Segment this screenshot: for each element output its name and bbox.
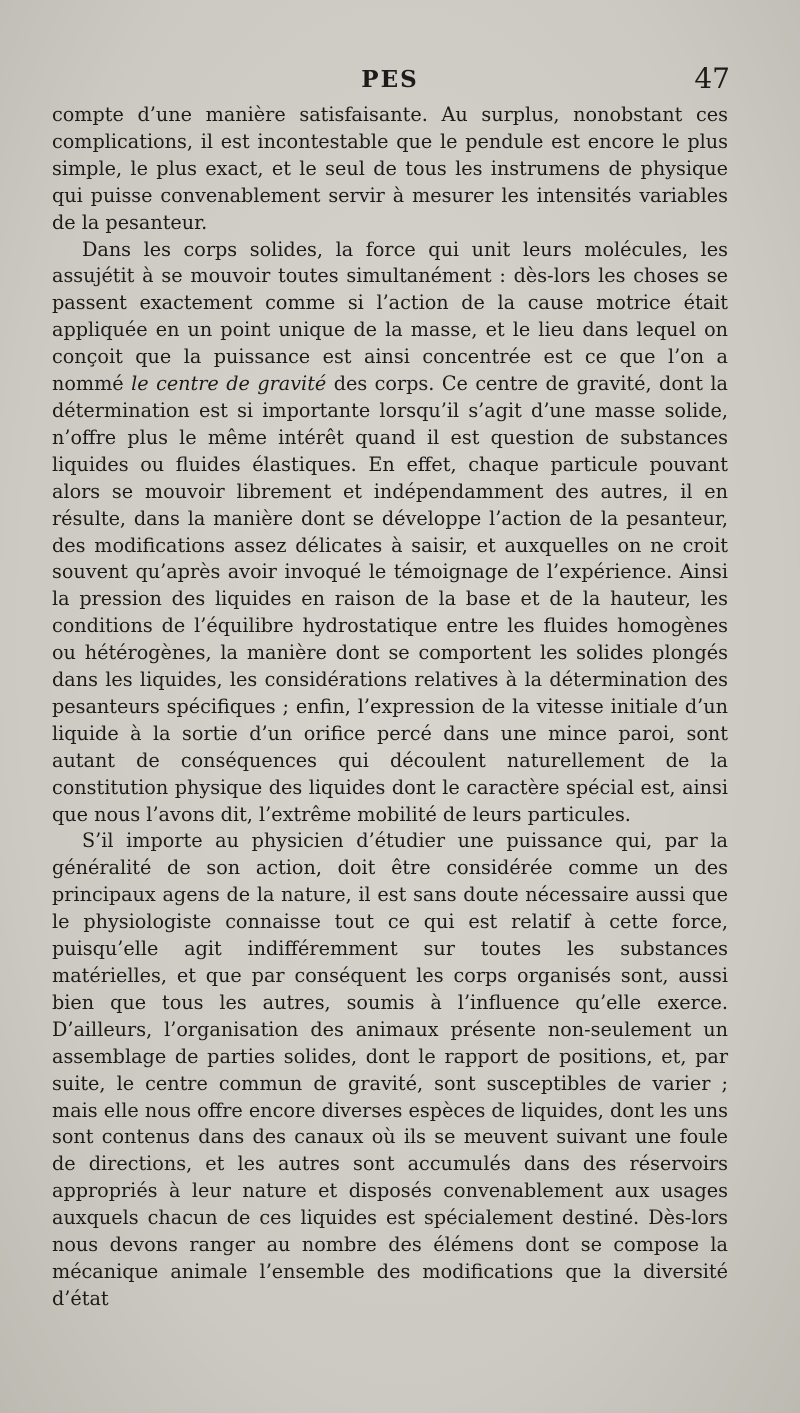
body-text (52, 102, 728, 1313)
running-title: PES (361, 66, 419, 93)
paragraph-text: Dans les corps solides, la force qui unit leurs molécules, les assujétit à se mouvoir toutes simultanément : dès-lors les choses se passent exactement comme si l’action de la cause motrice était appliquée en un point unique de la masse, et le lieu dans lequel on conçoit que la puissance est ainsi concentrée est ce que l’on a nommé (52, 237, 728, 396)
emphasized-term: le centre de gravité (131, 372, 327, 396)
book-page (52, 62, 728, 1313)
paragraph-text: des corps. Ce centre de gravité, dont la détermination est si importante lorsqu’il s’agit d’une masse solide, n’offre plus le même intérêt quand il est question de substances liquides ou fluides élastiques. En effet, chaque particule pouvant alors se mouvoir librement et indépendamment des autres, il en résulte, dans la manière dont se développe l’action de la pesanteur, des modifications assez délicates à saisir, et auxquelles on ne croit souvent qu’après avoir invoqué le témoignage de l’expérience. Ainsi la pression des liquides en raison de la base et de la hauteur, les conditions de l’équilibre hydrostatique entre les fluides homogènes ou hétérogènes, la manière dont se comportent les solides plongés dans les liquides, les considérations relatives à la détermination des pesanteurs spécifiques ; enfin, l’expression de la vitesse initiale d’un liquide à la sortie d’un orifice percé dans une mince paroi, sont autant de conséquences qui découlent naturellement de la constitution physique des liquides dont le caractère spécial est, ainsi que nous l’avons dit, l’extrême mobilité de leurs particules. (52, 372, 728, 826)
paragraph-physiology: S’il importe au physicien d’étudier une puissance qui, par la généralité de son action, doit être considérée comme un des principaux agens de la nature, il est sans doute nécessaire aussi que le physiologiste connaisse tout ce qui est relatif à cette force, puisqu’elle agit indifféremment sur toutes les substances matérielles, et que par conséquent les corps organisés sont, aussi bien que tous les autres, soumis à l’influence qu’elle exerce. D’ailleurs, l’organisation des animaux présente non-seulement un assemblage de parties solides, dont le rapport de positions, et, par suite, le centre commun de gravité, sont susceptibles de varier ; mais elle nous offre encore diverses espèces de liquides, dont les uns sont contenus dans des canaux où ils se meuvent suivant une foule de directions, et les autres sont accumulés dans des réservoirs appropriés à leur nature et disposés convenablement aux usages auxquels chacun de ces liquides est spécialement destiné. Dès-lors nous devons ranger au nombre des élémens dont se compose la mécanique animale l’ensemble des modifications que la diversité d’état (52, 829, 728, 1310)
running-head (52, 62, 728, 102)
paragraph-continuation: compte d’une manière satisfaisante. Au surplus, nonobstant ces complications, il est incontestable que le pendule est encore le plus simple, le plus exact, et le seul de tous les instrumens de physique qui puisse convenablement servir à mesurer les intensités variables de la pesanteur. (52, 103, 728, 234)
page-number: 47 (694, 62, 730, 95)
paragraph-center-of-gravity (52, 237, 728, 829)
